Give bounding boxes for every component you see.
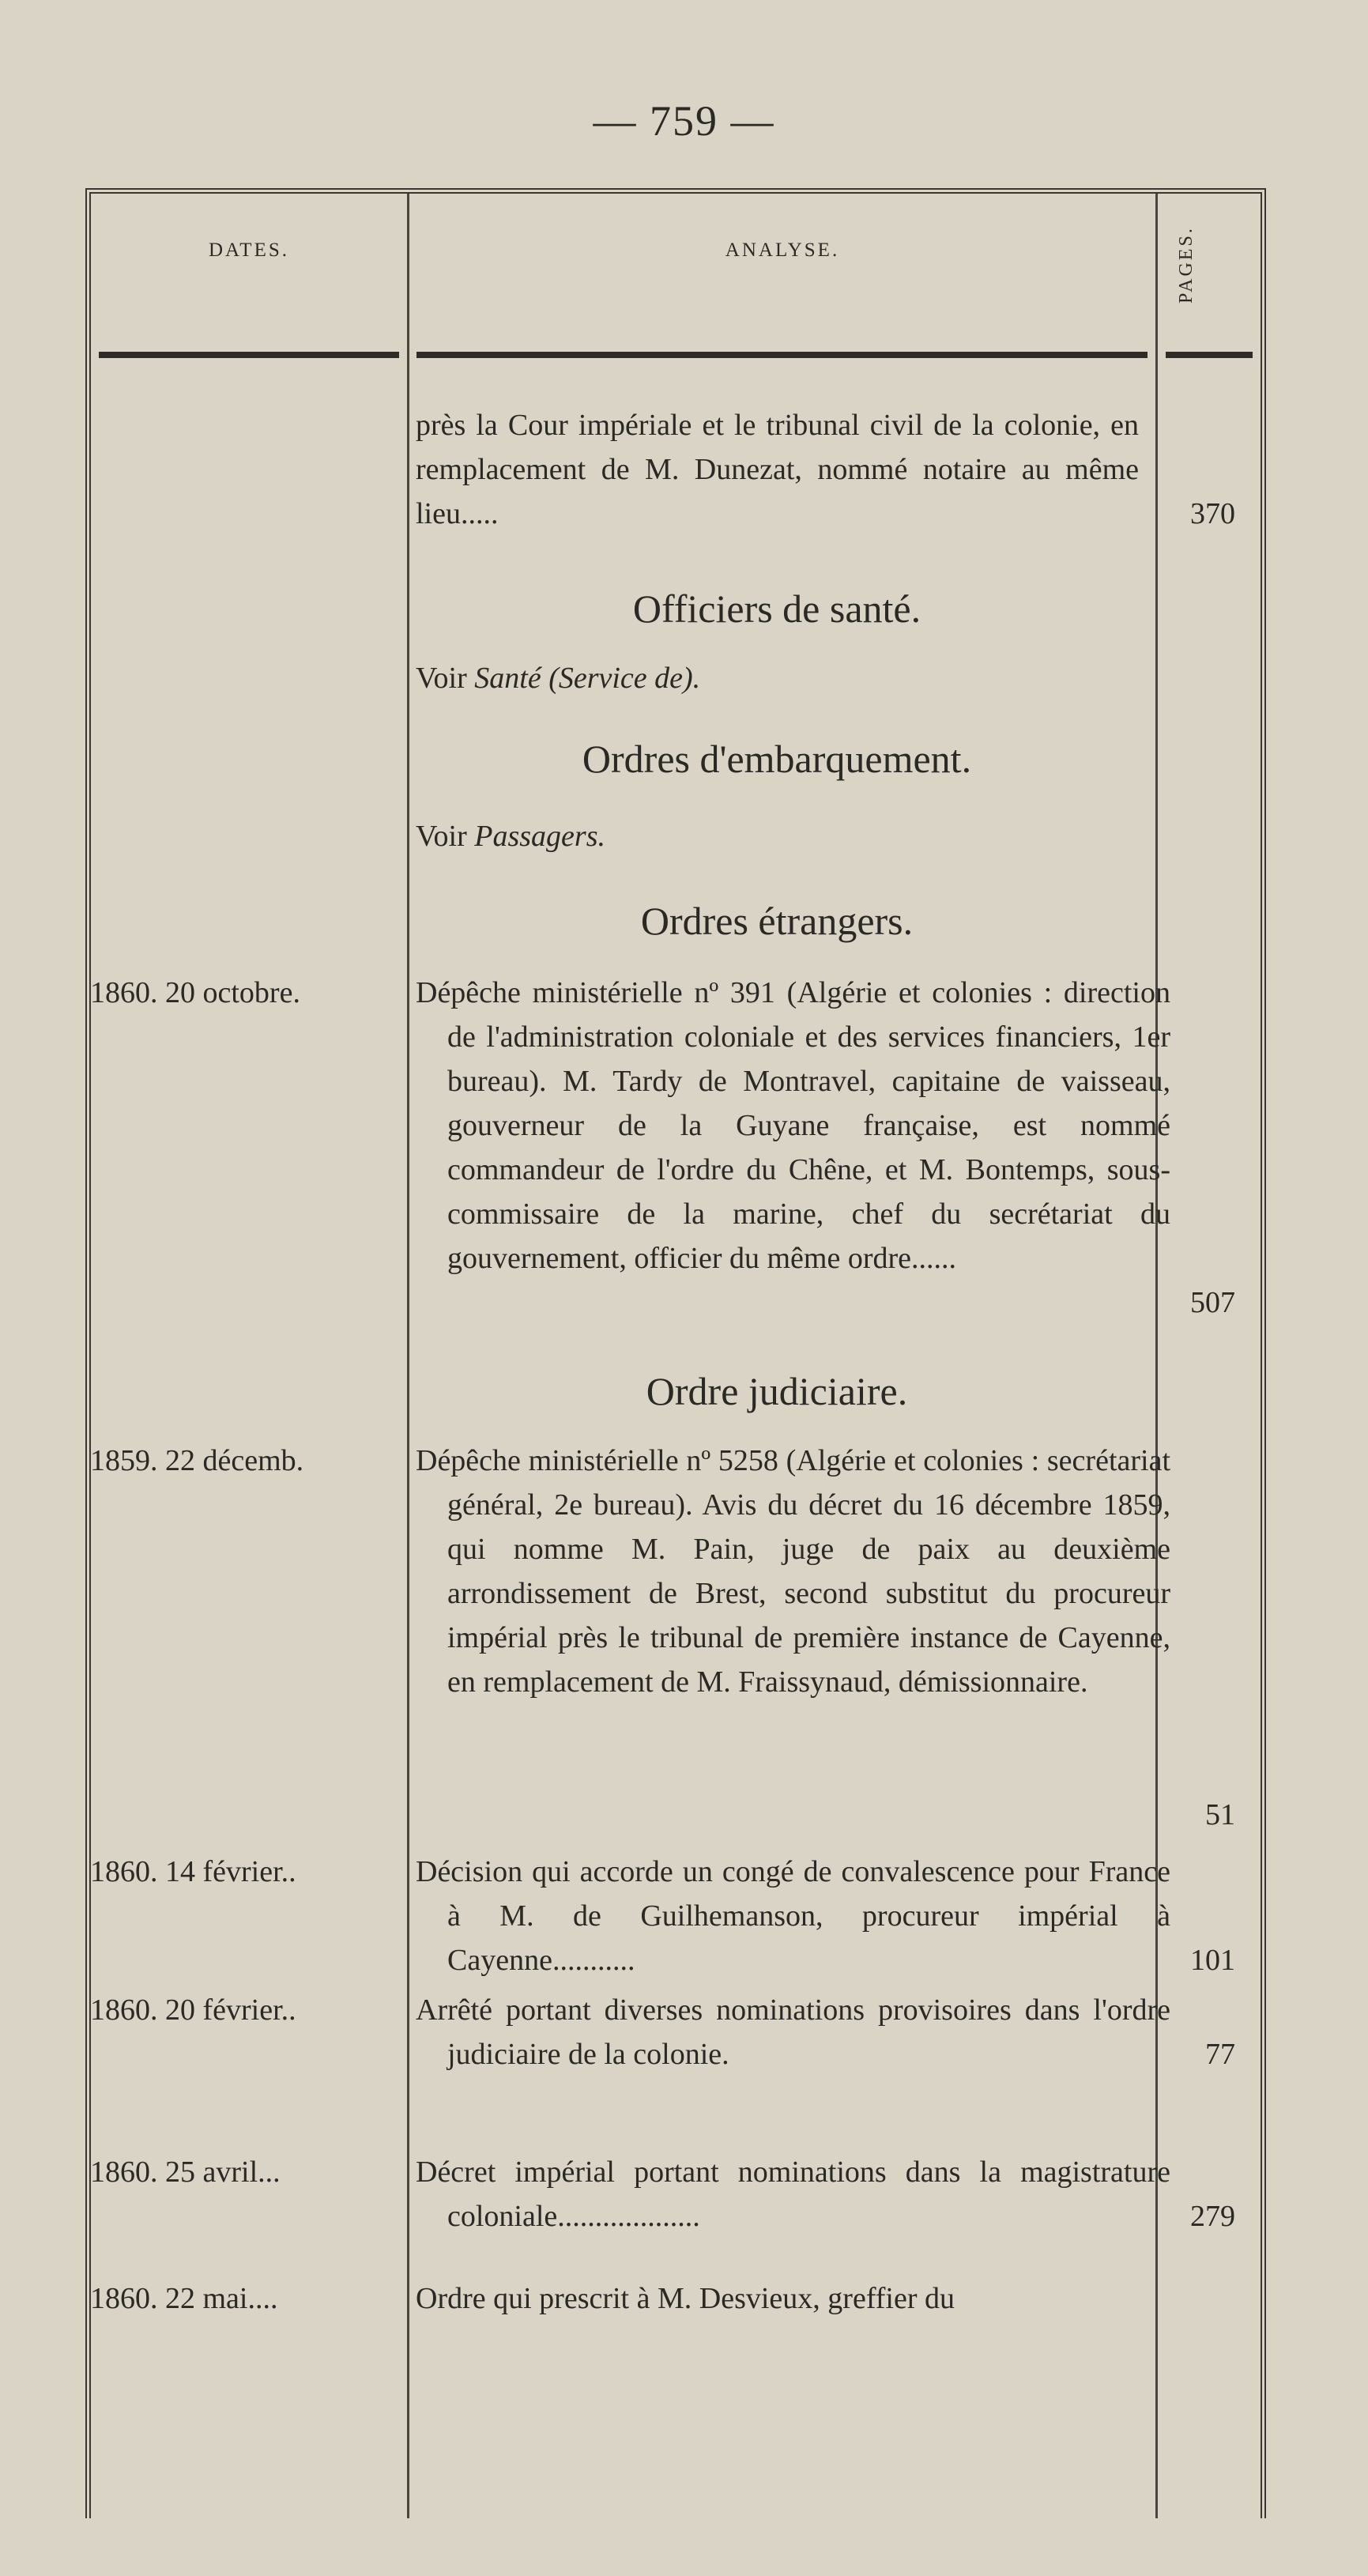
see-also-reference: Passagers.: [474, 820, 605, 853]
header-analyse: ANALYSE.: [725, 239, 840, 261]
row-date: 1860. 22 mai....: [90, 2282, 278, 2315]
see-also-prefix: Voir: [416, 662, 467, 695]
see-also: [416, 656, 700, 700]
section-heading: Ordre judiciaire.: [646, 1369, 908, 1413]
header-rule-pages: [1166, 352, 1253, 358]
see-also-prefix: Voir: [416, 820, 467, 853]
row-page: 507: [1190, 1286, 1235, 1319]
header-pages: PAGES.: [1176, 226, 1197, 304]
row-page: 279: [1190, 2200, 1235, 2233]
row-date: 1860. 25 avril...: [90, 2155, 281, 2189]
row-date: 1860. 14 février..: [90, 1855, 296, 1888]
row-analysis: Ordre qui prescrit à M. Desvieux, greffier du: [416, 2282, 955, 2315]
page-number: — 759 —: [593, 97, 775, 145]
header-dates: DATES.: [208, 239, 290, 261]
row-analysis: Dépêche ministérielle nº 5258 (Algérie et colonies : secrétariat général, 2e bureau). Avis du décret du 16 décembre 1859, qui nomme M. Pain, juge de paix au deuxième arrondissement de Brest, second substitut du procureur impérial près le tribunal de première instance de Cayenne, en remplacement de M. Fraissynaud, démissionnaire.: [416, 1444, 1170, 1699]
column-divider-dates: [407, 194, 409, 2518]
row-date: 1860. 20 octobre.: [90, 976, 300, 1009]
row-analysis: Dépêche ministérielle nº 391 (Algérie et colonies : direction de l'administration coloniale et des services financiers, 1er bureau). M. Tardy de Montravel, capitaine de vaisseau, gouverneur de la Guyane française, est nommé commandeur de l'ordre du Chêne, et M. Bontemps, sous-commissaire de la marine, chef du secrétariat du gouvernement, officier du même ordre......: [416, 976, 1170, 1275]
row-page: 51: [1205, 1798, 1235, 1831]
row-analysis: Décret impérial portant nominations dans la magistrature coloniale...................: [416, 2155, 1170, 2233]
row-analysis: Décision qui accorde un congé de convalescence pour France à M. de Guilhemanson, procureur impérial à Cayenne...........: [416, 1855, 1170, 1977]
header-rule-dates: [99, 352, 399, 358]
section-heading: Officiers de santé.: [632, 586, 921, 631]
row-date: 1860. 20 février..: [90, 1993, 296, 2027]
section-heading: Ordres étrangers.: [640, 899, 914, 943]
see-also-reference: Santé (Service de).: [474, 662, 701, 695]
row-date: 1859. 22 décemb.: [90, 1444, 304, 1477]
header-rule-analyse: [416, 352, 1148, 358]
row-page: 101: [1190, 1944, 1235, 1977]
row-analysis: Arrêté portant diverses nominations provisoires dans l'ordre judiciaire de la colonie.: [416, 1993, 1170, 2071]
row-page: 370: [1190, 497, 1235, 530]
row-page: 77: [1205, 2038, 1235, 2071]
section-heading: Ordres d'embarquement.: [582, 737, 972, 781]
row-analysis: près la Cour impériale et le tribunal civil de la colonie, en remplacement de M. Dunezat, nommé notaire au même lieu.....: [416, 409, 1139, 530]
see-also: [416, 814, 605, 858]
